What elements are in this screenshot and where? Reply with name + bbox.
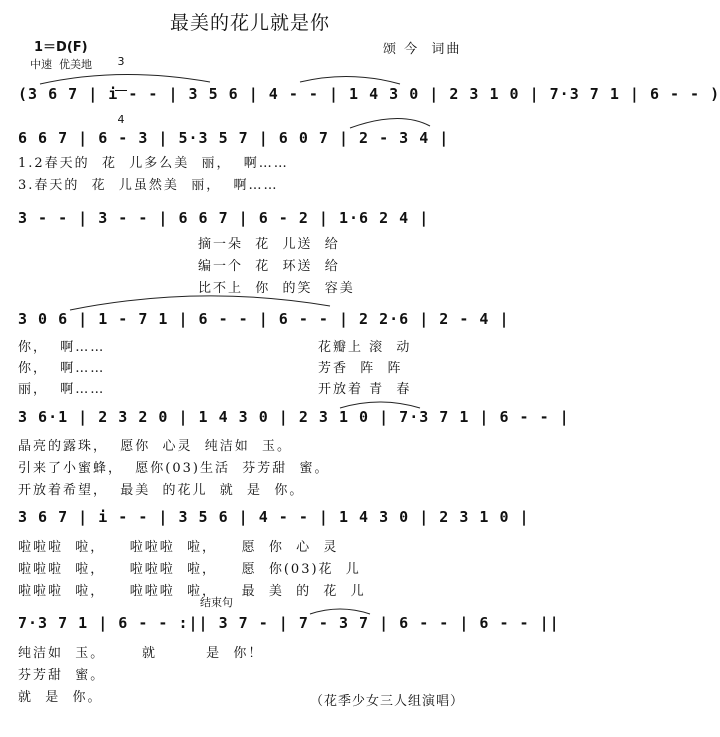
- time-signature-bottom: 4: [117, 113, 125, 126]
- score-line-4: 3 0 6 | 1 - 7 1 | 6 - - | 6 - - | 2 2·6 | 2 - 4 |: [18, 310, 510, 328]
- key-signature: 1＝D(F): [34, 40, 88, 55]
- slur: [310, 609, 370, 614]
- lyric-line: 引来了小蜜蜂， 愿你(03)生活 芬芳甜 蜜。: [18, 461, 330, 476]
- score-line-1: (3 6 7 | i - - | 3 5 6 | 4 - - | 1 4 3 0 | 2 3 1 0 | 7·3 7 1 | 6 - - ): [18, 85, 720, 103]
- tempo-marking: 中速 优美地: [30, 58, 92, 71]
- lyric-line: 3.春天的 花 儿虽然美 丽， 啊……: [18, 178, 279, 193]
- slur: [350, 118, 430, 128]
- lyric-line: 摘一朵 花 儿送 给: [198, 237, 340, 252]
- lyric-line: 花瓣上 滚 动: [318, 340, 412, 355]
- score-line-3: 3 - - | 3 - - | 6 6 7 | 6 - 2 | 1·6 2 4 |: [18, 209, 430, 227]
- lyric-line: 就 是 你。: [18, 690, 103, 705]
- slur: [70, 296, 330, 310]
- lyric-line: 开放着希望， 最美 的花儿 就 是 你。: [18, 483, 305, 498]
- lyric-line: 晶亮的露珠， 愿你 心灵 纯洁如 玉。: [18, 439, 293, 454]
- coda-marking: 结束句: [200, 596, 233, 609]
- performer-credit: （花季少女三人组演唱）: [310, 694, 465, 709]
- lyric-line: 你， 啊……: [18, 361, 106, 376]
- lyric-line: 芬芳甜 蜜。: [18, 668, 106, 683]
- slur: [300, 76, 400, 84]
- credit: 颂 今 词曲: [383, 42, 462, 57]
- lyric-line: 编一个 花 环送 给: [198, 259, 340, 274]
- song-title: 最美的花儿就是你: [169, 12, 330, 34]
- score-line-2: 6 6 7 | 6 - 3 | 5·3 5 7 | 6 0 7 | 2 - 3 4 |: [18, 129, 450, 147]
- slur: [40, 74, 210, 84]
- lyric-line: 1.2春天的 花 儿多么美 丽， 啊……: [18, 156, 289, 171]
- lyric-line: 啦啦啦 啦， 啦啦啦 啦， 愿 你 心 灵: [18, 540, 339, 555]
- lyric-line: 你， 啊……: [18, 340, 106, 355]
- score-line-6: 3 6 7 | i - - | 3 5 6 | 4 - - | 1 4 3 0 | 2 3 1 0 |: [18, 508, 530, 526]
- time-signature-top: 3: [117, 55, 125, 68]
- lyric-line: 啦啦啦 啦， 啦啦啦 啦， 愿 你(03)花 儿: [18, 562, 361, 577]
- lyric-line: 开放着 青 春: [318, 382, 412, 397]
- lyric-line: 芳香 阵 阵: [318, 361, 403, 376]
- lyric-line: 比不上 你 的笑 容美: [198, 281, 355, 296]
- lyric-line: 啦啦啦 啦， 啦啦啦 啦， 最 美 的 花 儿: [18, 584, 366, 599]
- slur: [340, 402, 420, 408]
- lyric-line: 丽， 啊……: [18, 382, 106, 397]
- score-line-7: 7·3 7 1 | 6 - - :|| 3 7 - | 7 - 3 7 | 6 - - | 6 - - ||: [18, 614, 560, 632]
- score-line-5: 3 6·1 | 2 3 2 0 | 1 4 3 0 | 2 3 1 0 | 7·3 7 1 | 6 - - |: [18, 408, 570, 426]
- lyric-line: 纯洁如 玉。 就 是 你！: [18, 646, 264, 661]
